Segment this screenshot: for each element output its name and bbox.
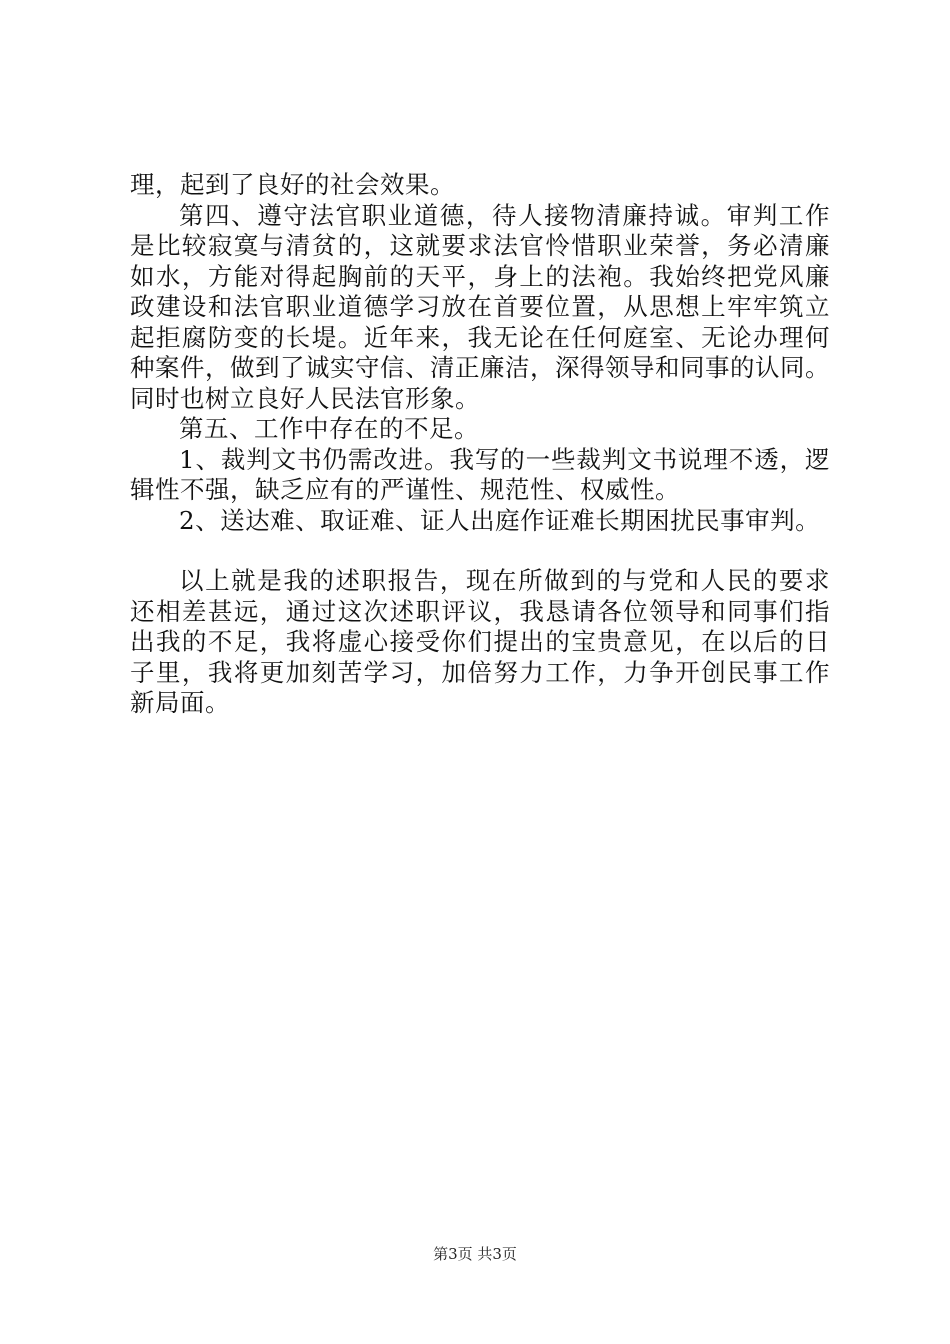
document-body xyxy=(130,170,830,719)
list-item-1: 1、裁判文书仍需改进。我写的一些裁判文书说理不透，逻 xyxy=(179,444,830,474)
text-line: 新局面。 xyxy=(130,688,230,717)
text-line: 子里，我将更加刻苦学习，加倍努力工作，力争开创民事工作 xyxy=(130,657,830,687)
text-line: 种案件，做到了诚实守信、清正廉洁，深得领导和同事的认同。 xyxy=(130,353,830,382)
paragraph-gap xyxy=(130,536,830,566)
text-line: 出我的不足，我将虚心接受你们提出的宝贵意见，在以后的日 xyxy=(130,627,830,656)
text-line: 辑性不强，缺乏应有的严谨性、规范性、权威性。 xyxy=(130,475,680,504)
page-number-footer: 第3页 共3页 xyxy=(433,1245,517,1263)
text-line: 还相差甚远，通过这次述职评议，我恳请各位领导和同事们指 xyxy=(130,596,830,626)
text-line: 起拒腐防变的长堤。近年来，我无论在任何庭室、无论办理何 xyxy=(130,322,830,352)
text-line: 理，起到了良好的社会效果。 xyxy=(130,170,455,199)
paragraph-heading-fifth: 第五、工作中存在的不足。 xyxy=(179,414,479,443)
closing-paragraph-start: 以上就是我的述职报告，现在所做到的与党和人民的要求 xyxy=(179,566,830,595)
text-line: 是比较寂寞与清贫的，这就要求法官怜惜职业荣誉，务必清廉 xyxy=(130,231,830,260)
list-item-2: 2、送达难、取证难、证人出庭作证难长期困扰民事审判。 xyxy=(179,505,821,535)
text-line: 同时也树立良好人民法官形象。 xyxy=(130,383,480,413)
text-line: 政建设和法官职业道德学习放在首要位置，从思想上牢牢筑立 xyxy=(130,292,830,321)
paragraph-heading-fourth: 第四、遵守法官职业道德，待人接物清廉持诚。审判工作 xyxy=(179,200,830,230)
text-line: 如水，方能对得起胸前的天平，身上的法袍。我始终把党风廉 xyxy=(130,261,830,291)
